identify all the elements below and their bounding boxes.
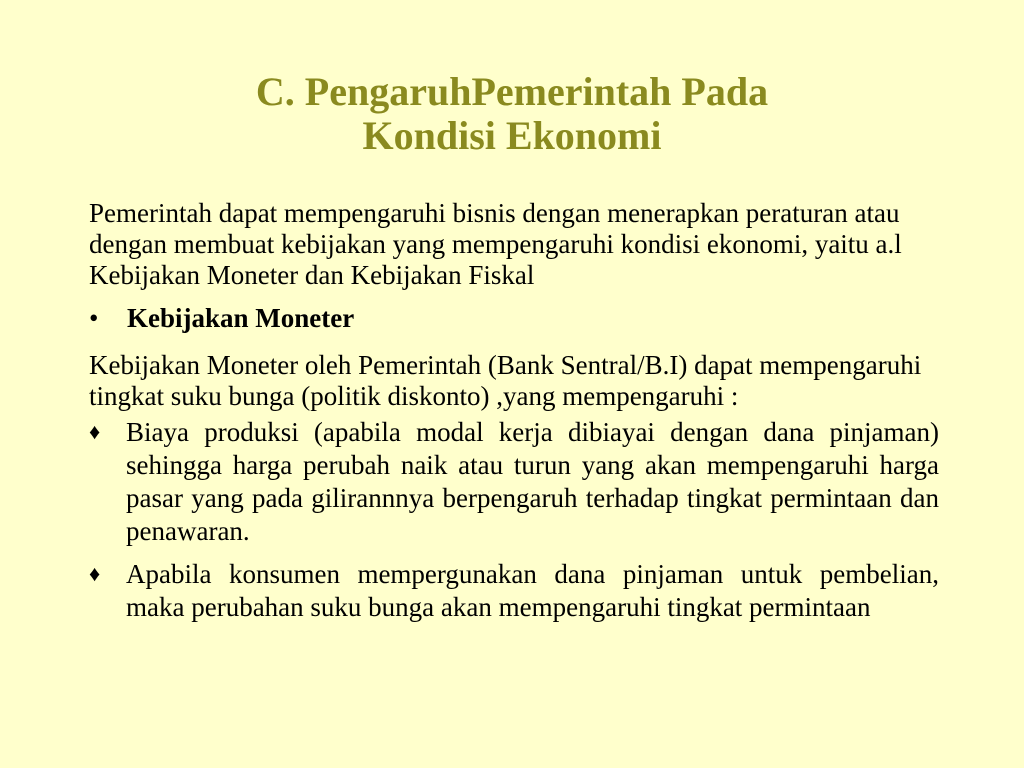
slide-body xyxy=(89,198,939,634)
bullet-label: Kebijakan Moneter xyxy=(127,303,355,333)
intro-paragraph: Pemerintah dapat mempengaruhi bisnis dengan menerapkan peraturan atau dengan membuat kebijakan yang mempengaruhi kondisi ekonomi, yaitu a.l Kebijakan Moneter dan Kebijakan Fiskal xyxy=(89,198,902,290)
point-konsumen xyxy=(89,558,939,624)
bullet-dot-icon: • xyxy=(89,303,99,333)
diamond-bullet-icon: ♦ xyxy=(89,419,101,444)
point-text: Apabila konsumen mempergunakan dana pinjaman untuk pembelian, maka perubahan suku bunga akan mempengaruhi tingkat permintaan xyxy=(126,559,939,622)
moneter-paragraph: Kebijakan Moneter oleh Pemerintah (Bank Sentral/B.I) dapat mempengaruhi tingkat suku bunga (politik diskonto) ,yang mempengaruhi : xyxy=(89,350,922,411)
point-text: Biaya produksi (apabila modal kerja dibiayai dengan dana pinjaman) sehingga harga perubah naik atau turun yang akan mempengaruhi harga pasar yang pada gilirannnya berpengaruh terhadap tingkat permintaan dan penawaran. xyxy=(126,417,939,546)
diamond-bullet-icon: ♦ xyxy=(89,561,101,586)
slide-title-line-1: C. PengaruhPemerintah Pada xyxy=(255,69,769,114)
point-biaya-produksi xyxy=(89,416,939,548)
bullet-kebijakan-moneter xyxy=(89,303,939,334)
slide-title-line-2: Kondisi Ekonomi xyxy=(362,113,662,158)
slide-title xyxy=(0,70,1024,158)
